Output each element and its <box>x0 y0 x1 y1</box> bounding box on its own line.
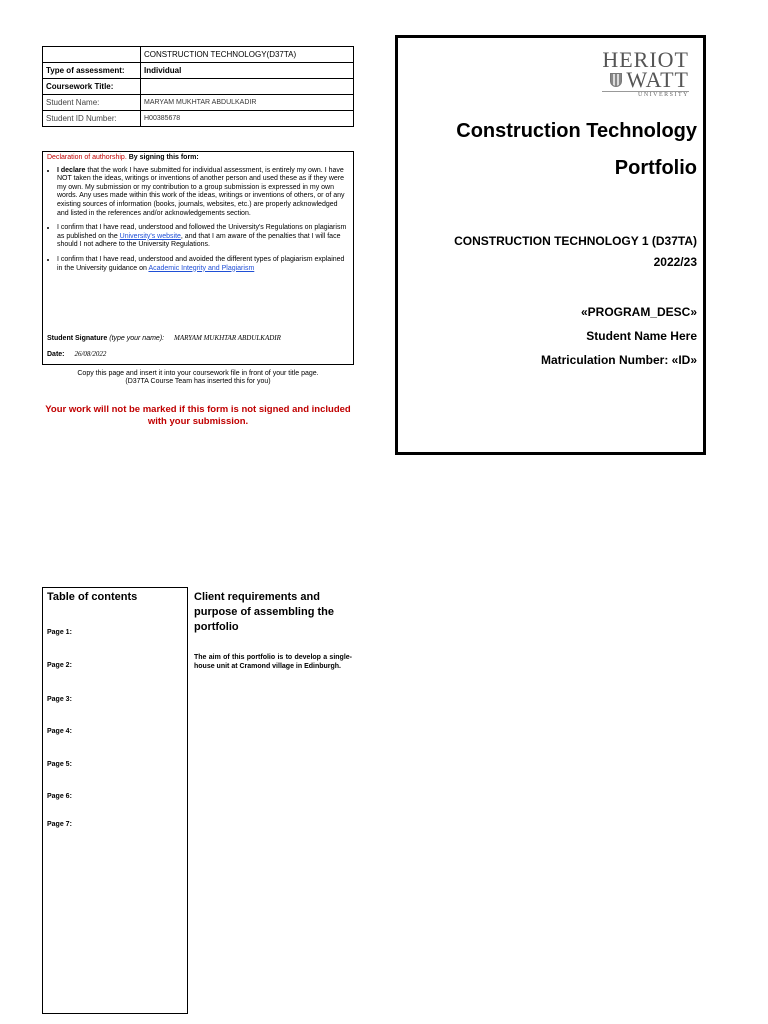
student-name-field: Student Name Here <box>586 329 697 343</box>
declaration-box <box>42 151 354 365</box>
signature-label: Student Signature <box>47 335 108 342</box>
title-line: Construction Technology <box>456 120 697 142</box>
course-code-value: CONSTRUCTION TECHNOLOGY(D37TA) <box>141 47 354 63</box>
regulations-text: I confirm that I have read, understood and followed the University's Regulations on plagiarism as published on the <box>57 224 347 240</box>
year-line: 2022/23 <box>653 255 697 269</box>
student-name-label: Student Name: <box>43 95 141 111</box>
date-value[interactable]: 26/08/2022 <box>74 350 107 358</box>
table-row <box>43 63 354 79</box>
university-website-link[interactable]: University's website <box>119 232 181 240</box>
toc-item: Page 2: <box>47 662 72 669</box>
table-row <box>43 95 354 111</box>
list-item <box>57 167 349 219</box>
toc-item: Page 3: <box>47 696 72 703</box>
heriot-watt-logo <box>602 47 689 98</box>
declaration-lead: Declaration of authorship. <box>47 154 127 161</box>
regulations-text-end: , and that I am aware of the penalties that I will face should I not adhere to the University Regulations. <box>57 232 341 249</box>
signature-hint: (type your name): <box>109 335 165 342</box>
coursework-title-value[interactable] <box>141 79 354 95</box>
toc-item: Page 6: <box>47 793 72 800</box>
logo-row <box>602 67 689 92</box>
title-line: Portfolio <box>614 157 697 179</box>
table-of-contents <box>42 587 188 1014</box>
logo-line-heriot: HERIOT <box>602 47 689 72</box>
toc-title: Table of contents <box>47 591 138 603</box>
program-field: «PROGRAM_DESC» <box>580 305 697 319</box>
toc-item: Page 7: <box>47 821 72 828</box>
logo-line-watt: WATT <box>626 67 689 92</box>
cover-info-table <box>42 46 354 127</box>
academic-integrity-link[interactable]: Academic Integrity and Plagiarism <box>148 264 255 272</box>
student-info <box>407 300 697 372</box>
toc-item: Page 1: <box>47 629 72 636</box>
course-info <box>407 231 697 273</box>
table-cell <box>43 47 141 63</box>
assessment-type-label: Type of assessment: <box>43 63 141 79</box>
declaration-lead-bold: By signing this form: <box>128 154 199 161</box>
coursework-title-label: Coursework Title: <box>43 79 141 95</box>
client-requirements-body: The aim of this portfolio is to develop a single-house unit at Cramond village in Edinburgh. <box>194 654 352 670</box>
date-label: Date: <box>47 351 65 358</box>
date-line <box>47 350 106 360</box>
copy-note: Copy this page and insert it into your coursework file in front of your title page. (D37TA Course Team has inserted this for you) <box>77 370 319 385</box>
table-row <box>43 47 354 63</box>
matriculation-field: Matriculation Number: «ID» <box>540 353 697 367</box>
declaration-heading <box>47 154 349 163</box>
toc-item: Page 4: <box>47 728 72 735</box>
plagiarism-text: I confirm that I have read, understood and avoided the different types of plagiarism explained in the University guidance on <box>57 255 345 272</box>
title-page <box>395 35 706 455</box>
declare-bold: I declare <box>57 166 86 174</box>
declare-text: that the work I have submitted for individual assessment, is entirely my own. I have NOT taken the ideas, writings or inventions of another person and used these as if they were my own. My submission or my contribution to a group submission is expressed in my own words. Any uses made within this work of the ideas, writings or inventions of others, or of any existing sources of information (books, journals, websites, etc.) are properly acknowledged and listed in the references and/or acknowledgements section. <box>57 166 345 217</box>
warning-text: Your work will not be marked if this form is not signed and included with your submission. <box>45 404 351 427</box>
client-requirements-heading: Client requirements and purpose of assembling the portfolio <box>194 591 334 633</box>
declaration-list <box>47 167 349 274</box>
table-row <box>43 111 354 127</box>
signature-line <box>47 334 281 344</box>
signature-value[interactable]: MARYAM MUKHTAR ABDULKADIR <box>174 334 281 342</box>
assessment-type-value[interactable]: Individual <box>141 63 354 79</box>
table-row <box>43 79 354 95</box>
logo-line-university: UNIVERSITY <box>602 91 689 98</box>
crest-icon <box>610 73 622 87</box>
portfolio-title <box>407 113 697 187</box>
list-item <box>57 224 349 250</box>
toc-item: Page 5: <box>47 761 72 768</box>
student-id-value[interactable]: H00385678 <box>141 111 354 127</box>
student-name-value[interactable]: MARYAM MUKHTAR ABDULKADIR <box>141 95 354 111</box>
list-item <box>57 256 349 273</box>
course-line: CONSTRUCTION TECHNOLOGY 1 (D37TA) <box>454 234 697 248</box>
student-id-label: Student ID Number: <box>43 111 141 127</box>
